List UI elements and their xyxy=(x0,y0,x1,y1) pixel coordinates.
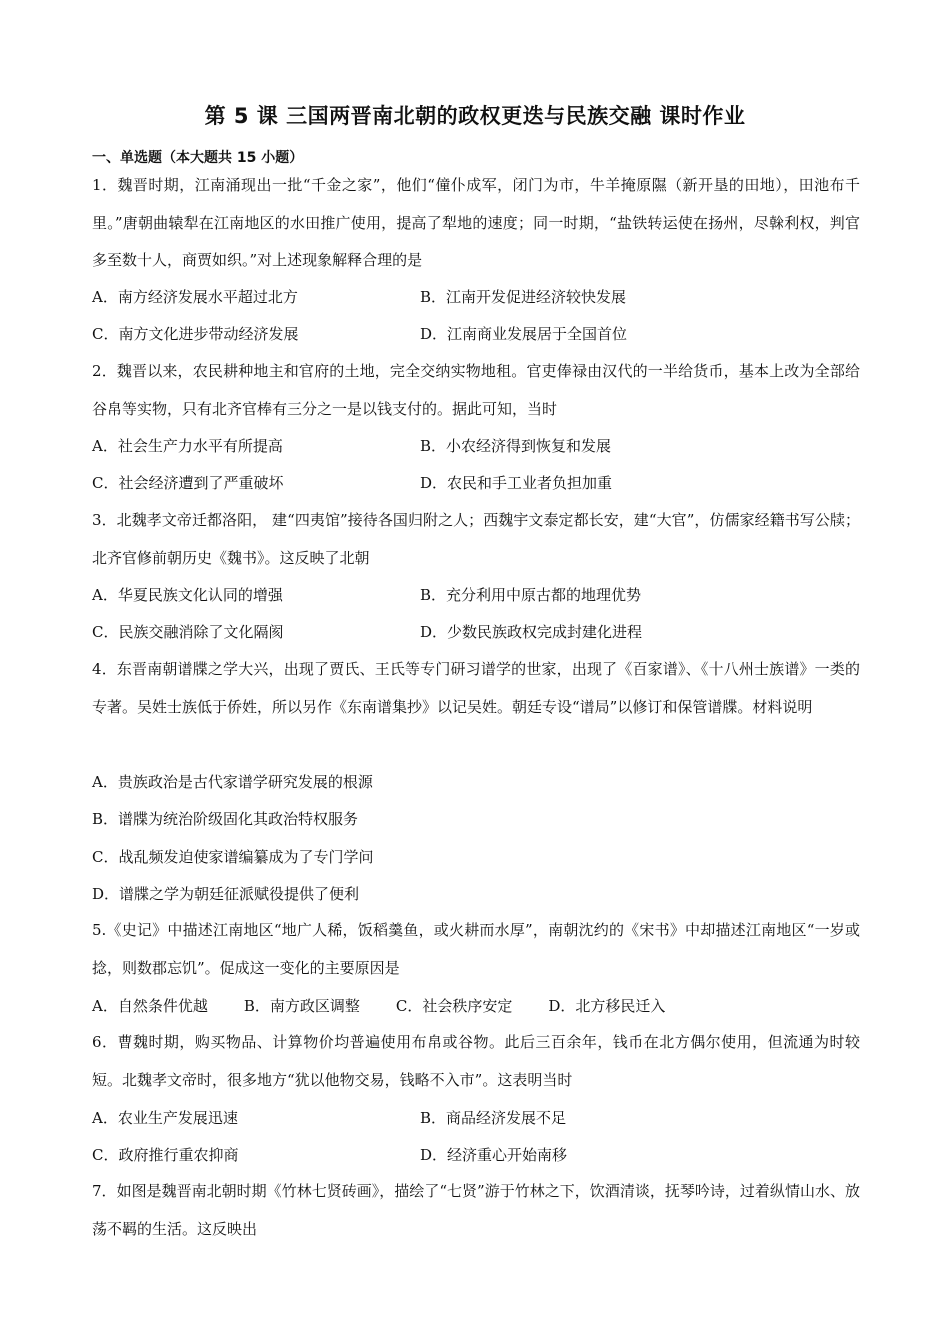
question-1-option-b: B．江南开发促进经济较快发展 xyxy=(420,288,627,306)
question-6-option-c: C．政府推行重农抑商 xyxy=(92,1146,239,1164)
question-2-option-b: B．小农经济得到恢复和发展 xyxy=(420,437,612,455)
question-5-stem: 5.《史记》中描述江南地区“地广人稀，饭稻羹鱼，或火耕而水厚”，南朝沈约的《宋书》中却描述江南地区“一岁或捻，则数郡忘饥”。促成这一变化的主要原因是 xyxy=(92,921,860,977)
question-1-stem: 1．魏晋时期，江南涌现出一批“千金之家”，他们“僮仆成军，闭门为市，牛羊掩原隰（新开垦的田地），田池布千里。”唐朝曲辕犁在江南地区的水田推广使用，提高了犁地的速度；同一时期，“盐铁转运使在扬州，尽榦利权，判官多至数十人，商贾如织。”对上述现象解释合理的是 xyxy=(92,176,860,269)
question-4-option-a: A．贵族政治是古代家谱学研究发展的根源 xyxy=(92,773,373,791)
section-heading: 一、单选题（本大题共 15 小题） xyxy=(92,150,304,166)
question-6-option-d: D．经济重心开始南移 xyxy=(420,1146,568,1164)
question-1-option-c: C．南方文化进步带动经济发展 xyxy=(92,325,299,343)
question-5-option-c: C．社会秩序安定 xyxy=(395,997,513,1015)
question-4-option-b: B．谱牒为统治阶级固化其政治特权服务 xyxy=(92,810,359,828)
question-1-option-d: D．江南商业发展居于全国首位 xyxy=(420,325,628,343)
question-5-option-b: B．南方政区调整 xyxy=(243,997,360,1015)
question-3-option-b: B．充分利用中原古都的地理优势 xyxy=(420,586,642,604)
question-4-option-d: D．谱牒之学为朝廷征派赋役提供了便利 xyxy=(92,885,360,903)
question-3-option-a: A．华夏民族文化认同的增强 xyxy=(92,586,283,604)
question-6-option-b: B．商品经济发展不足 xyxy=(420,1109,567,1127)
question-1-option-a: A．南方经济发展水平超过北方 xyxy=(92,288,298,306)
question-7-stem: 7．如图是魏晋南北朝时期《竹林七贤砖画》，描绘了“七贤”游于竹林之下，饮酒清谈，抚琴吟诗，过着纵情山水、放荡不羁的生活。这反映出 xyxy=(92,1182,860,1238)
question-3-option-d: D．少数民族政权完成封建化进程 xyxy=(420,623,643,641)
question-6-stem: 6．曹魏时期，购买物品、计算物价均普遍使用布帛或谷物。此后三百余年，钱币在北方偶尔使用，但流通为时较短。北魏孝文帝时，很多地方“犹以他物交易，钱略不入市”。这表明当时 xyxy=(92,1033,860,1089)
question-3-option-c: C．民族交融消除了文化隔阂 xyxy=(92,623,284,641)
question-2-stem: 2．魏晋以来，农民耕种地主和官府的土地，完全交纳实物地租。官吏俸禄由汉代的一半给货币，基本上改为全部给谷帛等实物，只有北齐官棒有三分之一是以钱支付的。据此可知，当时 xyxy=(92,362,860,418)
question-4-option-c: C．战乱频发迫使家谱编纂成为了专门学问 xyxy=(92,848,374,866)
question-3-stem: 3．北魏孝文帝迁都洛阳， 建“四夷馆”接待各国归附之人；西魏宇文泰定都长安，建“大官”，仿儒家经籍书写公牍；北齐官修前朝历史《魏书》。这反映了北朝 xyxy=(92,511,860,567)
question-5-option-d: D．北方移民迁入 xyxy=(548,997,666,1015)
question-4-stem: 4．东晋南朝谱牒之学大兴，出现了贾氏、王氏等专门研习谱学的世家，出现了《百家谱》、《十八州士族谱》一类的专著。吴姓士族低于侨姓，所以另作《东南谱集抄》以记吴姓。朝廷专设“谱局”以修订和保管谱牒。材料说明 xyxy=(92,660,860,716)
question-2-option-c: C．社会经济遭到了严重破坏 xyxy=(92,474,284,492)
question-5-options xyxy=(92,996,701,1016)
question-6-option-a: A．农业生产发展迅速 xyxy=(92,1109,238,1127)
page-title: 第 5 课 三国两晋南北朝的政权更迭与民族交融 课时作业 xyxy=(204,104,746,128)
question-2-option-d: D．农民和手工业者负担加重 xyxy=(420,474,613,492)
question-5-option-a: A．自然条件优越 xyxy=(92,997,208,1015)
question-2-option-a: A．社会生产力水平有所提高 xyxy=(92,437,283,455)
